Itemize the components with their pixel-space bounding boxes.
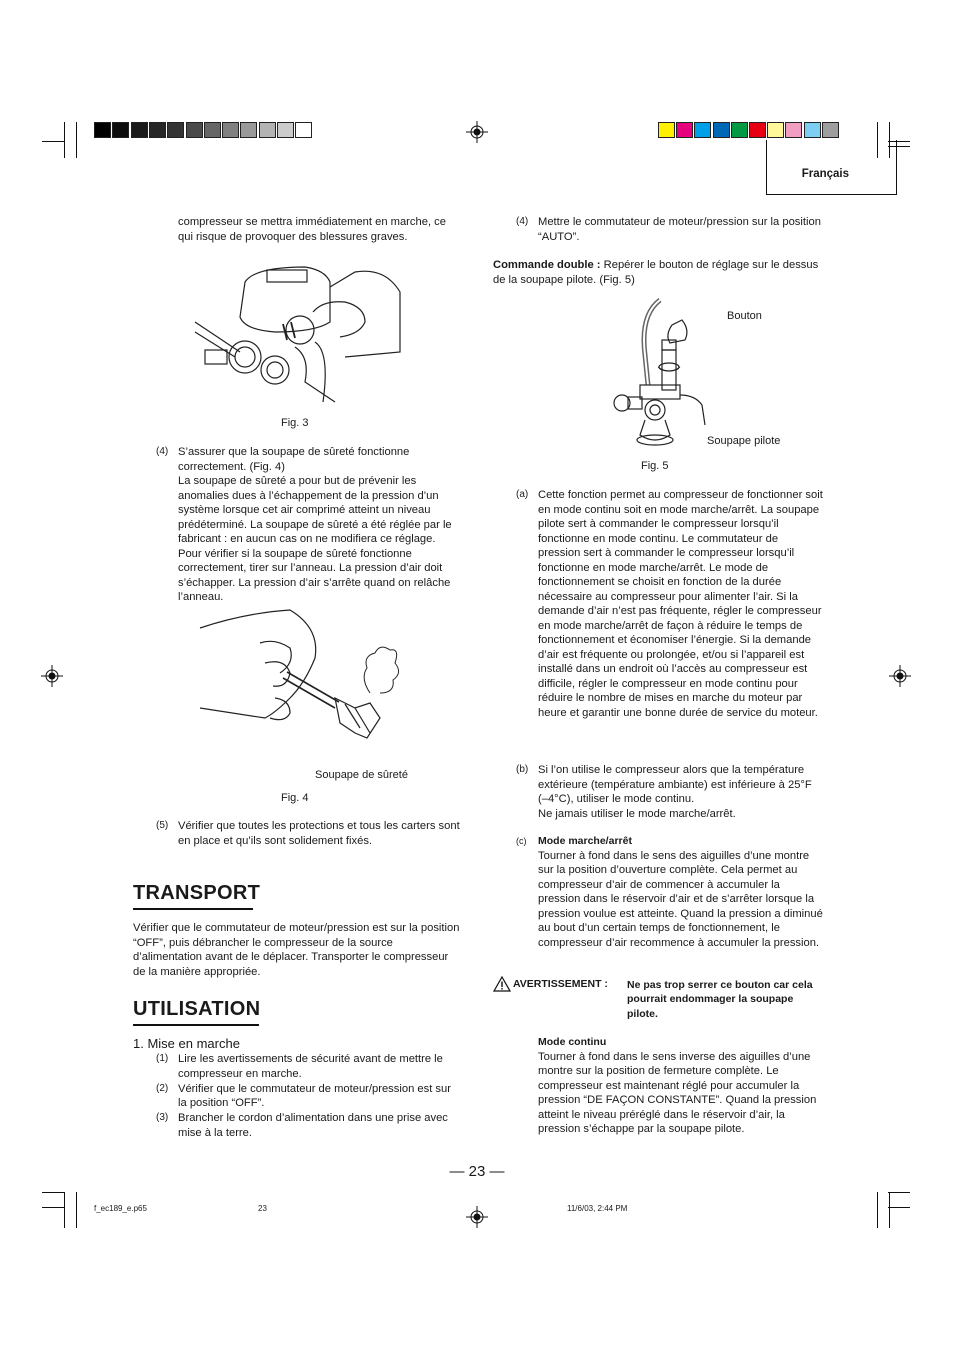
color-swatch <box>676 122 693 138</box>
color-swatch <box>713 122 730 138</box>
color-swatch <box>822 122 839 138</box>
color-swatch <box>731 122 748 138</box>
color-swatch <box>112 122 129 138</box>
mode-continu-text: Tourner à fond dans le sens inverse des aiguilles d’une montre sur la position de fermeture complète. Le compresseur est maintenant réglé pour accumuler la pression “DE FAÇON CONSTANTE”. Quand la pression atteint le niveau préréglé dans le réservoir d’air, la pression s’échappe par la soupape pilote. <box>538 1050 817 1135</box>
transport-heading <box>133 882 260 905</box>
mode-continu-block <box>538 1035 821 1137</box>
language-tab <box>766 140 897 195</box>
mode-marche-arret-text: Tourner à fond dans le sens des aiguilles d’une montre sur la position d’ouverture complète. Cela permet au compresseur d’air de commencer à accumuler la pression dans le réservoir d’air et de s’arrêter lorsque la pression voulue est atteinte. Quand la pression a diminué au bout d’un certain temps de fonctionnement, le compresseur d’air recommence à accumuler la pression. <box>538 849 823 949</box>
step-text: Vérifier que toutes les protections et tous les carters sont en place et qu’ils sont solidement fixés. <box>178 820 460 847</box>
color-swatch <box>149 122 166 138</box>
color-swatch <box>94 122 111 138</box>
color-swatch <box>785 122 802 138</box>
item-letter: (a) <box>516 489 529 500</box>
transport-text: Vérifier que le commutateur de moteur/pression est sur la position “OFF”, puis débrancher le compresseur de la source d’alimentation avant de le déplacer. Transporter le compresseur de la manière appropriée. <box>133 922 460 978</box>
mode-continu-title: Mode continu <box>538 1036 607 1048</box>
color-swatch <box>204 122 221 138</box>
figure-5-pilot-valve-illustration <box>610 295 720 455</box>
step-number: (2) <box>156 1082 169 1094</box>
color-swatch <box>804 122 821 138</box>
fig3-caption: Fig. 3 <box>281 417 309 429</box>
color-swatch <box>167 122 184 138</box>
fig4-caption: Fig. 4 <box>281 792 309 804</box>
color-swatch <box>658 122 675 138</box>
fig5-caption: Fig. 5 <box>641 460 669 472</box>
mise-en-marche-title: 1. Mise en marche <box>133 1036 240 1051</box>
step-text: Vérifier que le commutateur de moteur/pression est sur la position “OFF”. <box>178 1082 451 1109</box>
color-swatch <box>277 122 294 138</box>
language-label: Français <box>801 168 849 180</box>
warning-triangle-icon <box>493 976 511 992</box>
step-text: S’assurer que la soupape de sûreté fonctionne correctement. (Fig. 4) La soupape de sûreté a pour but de prévenir les anomalies dues à l’échappement de la pression d’un système lorsque cet air comprimé atteint un niveau prédéterminé. La soupape de sûreté a été réglée par le fabricant : en aucun cas on ne modifiera ce réglage. Pour vérifier si la soupape de sûreté fonctionne correctement, tirer sur l’anneau. La pression d’air doit s’échapper. La pression d’air s’arrête quand on relâche l’anneau. <box>178 446 452 603</box>
figure-4-safety-valve-illustration <box>195 608 425 758</box>
step-number: (4) <box>156 446 169 457</box>
mode-marche-arret-title: Mode marche/arrêt <box>538 835 632 847</box>
step-number: (1) <box>156 1053 169 1064</box>
transport-title: TRANSPORT <box>133 882 261 904</box>
color-swatch <box>131 122 148 138</box>
item-text: Cette fonction permet au compresseur de fonctionner soit en mode continu soit en mode marche/arrêt. La soupape pilote sert à commander le compresseur lorsqu’il fonctionne en mode continu. Le commutateur de pression sert à commander le compresseur lorsqu’il fonctionne en mode marche/arrêt. Le mode de fonctionnement se choisit en fonction de la durée nécessaire au compresseur pour alimenter l’air. Si la demande d’air n’est pas fréquente, régler le compresseur en mode marche/arrêt de façon à réduire le temps de fonctionnement et économiser l’énergie. Si la demande d’air est fréquente ou prolongée, et/ou si l’appareil est installé dans un endroit où l’accès au compresseur est difficile, régler le compresseur en mode continu pour réduire le nombre de mises en marche du moteur par heure et garantir une bonne durée de service du moteur. <box>538 489 823 719</box>
color-swatch <box>240 122 257 138</box>
fig4-part-label: Soupape de sûreté <box>315 769 408 781</box>
intro-text: compresseur se mettra immédiatement en marche, ce qui risque de provoquer des blessures graves. <box>178 216 446 243</box>
color-swatch <box>767 122 784 138</box>
step-number: (3) <box>156 1112 169 1123</box>
commande-double-text: Repérer le bouton de réglage sur le dessus de la soupape pilote. (Fig. 5) <box>493 259 819 286</box>
commande-double-paragraph <box>493 258 820 287</box>
warning-label: AVERTISSEMENT : <box>513 978 608 990</box>
item-text: Si l’on utilise le compresseur alors que la température extérieure (température ambiante) est inférieure à 25°F (–4°C), utiliser le mode continu. Ne jamais utiliser le mode marche/arrêt. <box>538 764 812 820</box>
color-swatch <box>749 122 766 138</box>
color-swatch <box>295 122 312 138</box>
footer-filename: f_ec189_e.p65 <box>94 1204 147 1213</box>
step-number: (5) <box>156 820 169 831</box>
footer-date: 11/6/03, 2:44 PM <box>567 1204 628 1213</box>
step-number: (4) <box>516 216 529 227</box>
commande-double-label: Commande double : <box>493 259 601 271</box>
step-text: Lire les avertissements de sécurité avant de mettre le compresseur en marche. <box>178 1053 443 1080</box>
utilisation-title: UTILISATION <box>133 998 261 1020</box>
color-swatch <box>694 122 711 138</box>
color-swatch <box>222 122 239 138</box>
color-swatch <box>186 122 203 138</box>
item-letter: (c) <box>516 836 527 846</box>
fig5-soupape-label: Soupape pilote <box>707 435 781 447</box>
item-letter: (b) <box>516 764 529 775</box>
page-number: — 23 — <box>449 1163 505 1180</box>
step-text: Mettre le commutateur de moteur/pression sur la position “AUTO”. <box>538 216 821 243</box>
footer-page: 23 <box>258 1204 267 1213</box>
figure-3-compressor-illustration <box>195 262 405 402</box>
color-swatch <box>259 122 276 138</box>
fig5-bouton-label: Bouton <box>727 310 762 322</box>
warning-text: Ne pas trop serrer ce bouton car cela pourrait endommager la soupape pilote. <box>627 979 813 1020</box>
utilisation-heading <box>133 998 260 1021</box>
step-text: Brancher le cordon d’alimentation dans une prise avec mise à la terre. <box>178 1112 448 1139</box>
